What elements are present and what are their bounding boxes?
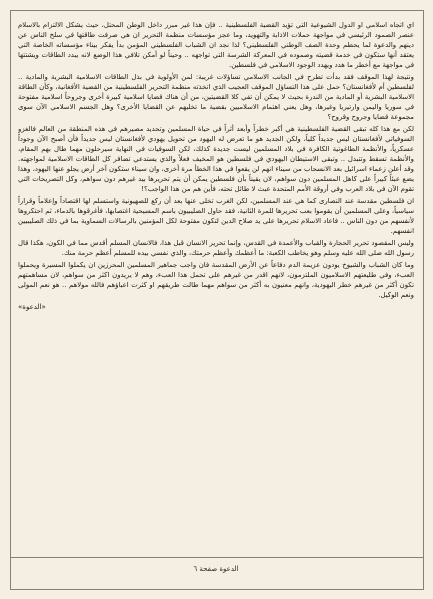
page-footer: الدعوة صفحة ٦: [193, 565, 239, 573]
article-paragraph-3: لكن مع هذا كله تبقى القضية الفلسطينية هي أكبر خطراً وأبعد أثراً في حياة المسلمين وتحديد مصيرهم في هذه المنطقة من العالم فالغزو السوفياتي لأفغانستان ليس جديداً كلياً، ولكن الجديد هو ما تعرض له اليهود من تحويل يهودي لأفغانستان ليس جديداً فأن أصبح الآن وجوداً عسكرياً، والأنظمة الطاغوتية الكافرة في بلاد المسلمين ليست جديدة كذلك، لكن السوفيات في النهاية سيرحلون مهما طال بهم المقام، والأنظمة تسقط وتتبدل .. وتبقى الاستيطان اليهودي في فلسطين هو المخيف فعلاً والذي يستدعي تضافر كل الطاقات الاسلامية لمواجهته. وقد أعلن زعماء اسرائيل بعد الانسحاب من سيناء انهم لن يقعوا في هذا الخطأ مرة أخرى، وان سيناء ستكون آخر أرض يجلو عنها اليهود، وهذا يضع عبئاً كبيراً على كاهل المسلمين دون سواهم، لان يقيناً بأن فلسطين يمكن أن يتم تحريرها بيد غيرهم دون سواهم، وكل التصريحات التي تقوم الآن في بلاد العرب وفي أروقة الأمم المتحدة عبث لا طائل تحته، فأين هم من هذا الواجب؟!: [18, 125, 414, 193]
article-signature: «الدعوة»: [18, 303, 46, 311]
article-paragraph-2: ونتيجة لهذا الموقف فقد بدأت تطرح في الجانب الاسلامي تساؤلات غريبة: لمن الأولوية في بذل الطاقات الاسلامية البشرية والمادية .. لفلسطين أم لأفغانستان؟ حمل على هذا التساؤل الموقف العجيب الذي اتخذته منظمة التحرير الفلسطينية من القضية الأفغانية، وكأن الطاقة الاسلامية البشرية أو المادية من الندرة بحيث لا يمكن أن تفي كلا القضيتين، من أن هناك قضايا اسلامية كبيرة أخرى وجروحاً اسلامية مفتوحة في سوريا واليمن وارتيريا وغيرها، وهل يعني اهتمام الاسلاميين بقضية ما تخليهم عن القضايا الأخرى؟ وهل الجسم الاسلامي الآن سوى مجموعة قضايا وجروح وقروح؟: [18, 73, 414, 121]
article-paragraph-5: وليس المقصود تحرير الحجارة والقباب والأعمدة في القدس، وإنما تحرير الانسان قبل هذا، فالانسان المسلم أقدس مما في الكون، هكذا قال رسول الله صلى الله عليه وسلم وهو يخاطب الكعبة: ما أعظمك وأعظم حرمتك، والذي نفسي بيده للمسلم أعظم حرمة منك.: [18, 239, 414, 257]
article-paragraph-1: اي اتجاه اسلامي او الدول الشيوعية التي تؤيد القضية الفلسطينية .. فإن هذا غير مبرر داخل الوطن المحتل، حيث يشكل الالتزام بالاسلام عنصر الصمود الرئيسي في مواجهة حملات الاذابة والتهويد، وما عجز مؤسسات منظمة التحرير ان هي صرفت طاقتها في سلخ الناس عن دينهم والدعوة لما يحطم وحدة الصف الوطني الفلسطيني؟ لذا نجد ان الشباب الفلسطيني المؤمن بدأ يفكر بيناء مؤسساته الخاصة التي يعتقد أنها ستكون في خدمة قضيته وصموده في المعركة الشرسة التي تواجهه .. وحيناً لو أمكن تلافي هذا الوضع لانه يبدد الطاقات ويشتتها في مواجهة مع أخطر ما هدد ويهدد الوجود الاسلامي في فلسطين.: [18, 21, 414, 69]
article-body: [18, 20, 414, 550]
article-paragraph-6: وما كان الشباب والشيوخ يودون عزيمة الدم دفاعاً عن الأرض المقدسة فان واجب جماهير المسلمين المحرزين ان يكملوا المسيرة ويحملوا العبء، وفي طليعتهم الاسلاميون الملتزمون، لانهم اقدر من غيرهم على تحمل هذا العبء، وهم لا يريدون اكثر من سواهم، لان مساهمتهم تكون أكثر من غيرهم خطر اليهودية، وانهم معنيون به أكثر من سواهم مهما طالت طريقهم او كثرت اعباؤهم فالله مولاهم .. هو نعم المولى ونعم الوكيل.: [18, 261, 414, 299]
article-paragraph-4: ان فلسطين مقدسة عند النصارى كما هي عند المسلمين، لكن الغرب تخلى عنها بعد أن ركع للصهيونية واستسلم لها اقتصاداً وإعلاماً وقراراً سياسياً، وعلى المسلمين أن يقوموا بعب تحريرها للمرة الثانية، فقد حاول الصليبيون باسم المسيحية اغتصابها، فأغرقوها بالدماء، ثم احتكروها لأنفسهم من دون الناس .. فاعاد الاسلام تحريرها على يد صلاح الدين لتكون مفتوحة لكل المؤمنين بالرسالات السماوية بما في ذلك الصليبيين انفسهم.: [18, 197, 414, 235]
footer-divider: [10, 557, 424, 558]
